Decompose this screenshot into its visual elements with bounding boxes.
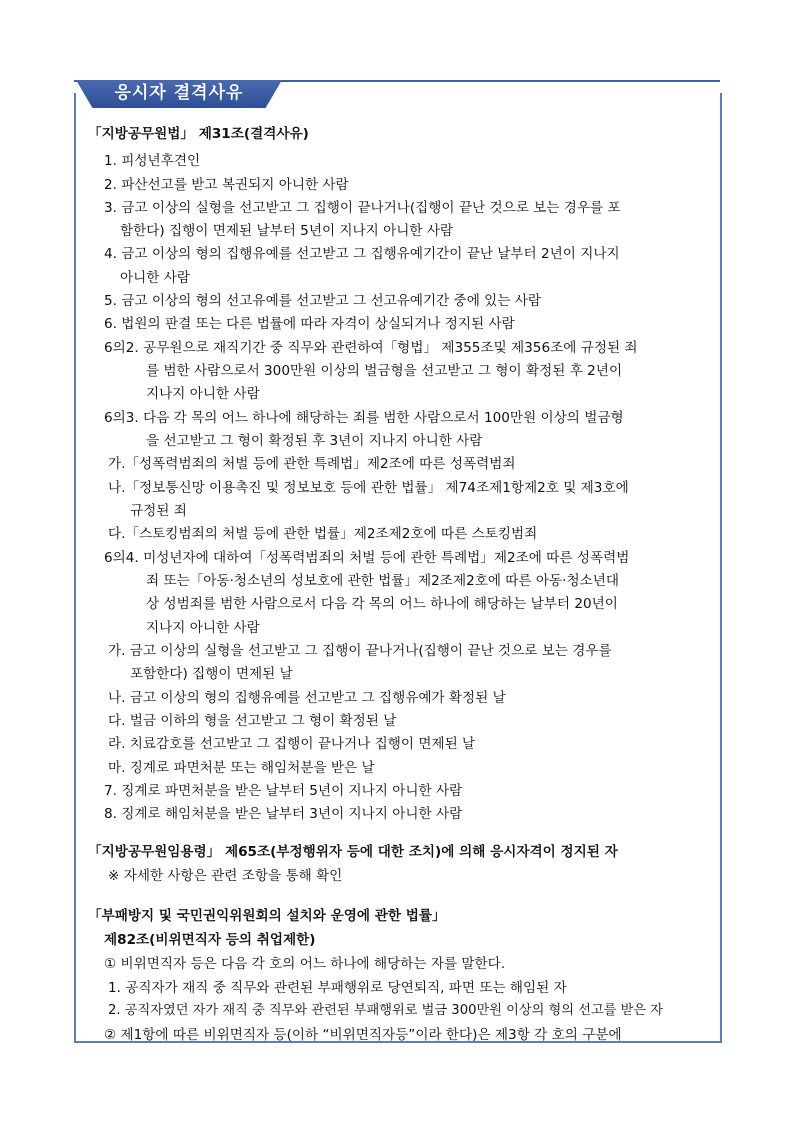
article-title: 제82조(비위면직자 등의 취업제한) [104, 932, 316, 948]
note: ※ 자세한 사항은 관련 조항을 통해 확인 [108, 868, 343, 884]
list-item: 6의4. 미성년자에 대하여「성폭력범죄의 처벌 등에 관한 특례법」제2조에 따른 성폭력범 [104, 550, 630, 566]
sub-item: 라. 치료감호를 선고받고 그 집행이 끝나거나 집행이 면제된 날 [108, 736, 476, 752]
list-item-continuation: 상 성범죄를 범한 사람으로서 다음 각 목의 어느 하나에 해당하는 날부터 20년이 [146, 596, 618, 612]
list-item: 8. 징계로 해임처분을 받은 날부터 3년이 지나지 아니한 사람 [104, 806, 463, 822]
list-item-continuation: 지나지 아니한 사람 [146, 386, 260, 402]
law-title-appointment-decree: 「지방공무원임용령」 제65조(부정행위자 등에 대한 조치)에 의해 응시자격이 정지된 자 [88, 844, 618, 860]
list-item-continuation: 을 선고받고 그 형이 확정된 후 3년이 지나지 아니한 사람 [146, 433, 483, 449]
sub-item: 나.「정보통신망 이용촉진 및 정보보호 등에 관한 법률」 제74조제1항제2호 및 제3호에 [108, 480, 629, 496]
sub-item: 마. 징계로 파면처분 또는 해임처분을 받은 날 [108, 760, 375, 776]
list-item: 2. 공직자였던 자가 재직 중 직무와 관련된 부패행위로 벌금 300만원 이상의 형의 선고를 받은 자 [108, 1003, 664, 1018]
sub-item: 다. 벌금 이하의 형을 선고받고 그 형이 확정된 날 [108, 713, 397, 729]
law-title-anti-corruption-act: 「부패방지 및 국민권익위원회의 설치와 운영에 관한 법률」 [88, 908, 446, 924]
list-item: 1. 피성년후견인 [104, 153, 201, 169]
page-title: 응시자 결격사유 [114, 83, 244, 103]
sub-item: 다.「스토킹범죄의 처벌 등에 관한 법률」제2조제2호에 따른 스토킹범죄 [108, 526, 538, 542]
list-item: 6. 법원의 판결 또는 다른 법률에 따라 자격이 상실되거나 정지된 사람 [104, 316, 515, 332]
sub-item-continuation: 포함한다) 집행이 면제된 날 [130, 666, 293, 682]
list-item: 6의3. 다음 각 목의 어느 하나에 해당하는 죄를 범한 사람으로서 100만원 이상의 벌금형 [104, 410, 624, 426]
list-item: ① 비위면직자 등은 다음 각 호의 어느 하나에 해당하는 자를 말한다. [104, 956, 506, 972]
sub-item: 가. 금고 이상의 실형을 선고받고 그 집행이 끝나거나(집행이 끝난 것으로 보는 경우를 [108, 643, 612, 659]
list-item: 3. 금고 이상의 실형을 선고받고 그 집행이 끝나거나(집행이 끝난 것으로 보는 경우를 포 [104, 200, 621, 216]
sub-item: 나. 금고 이상의 형의 집행유예를 선고받고 그 집행유예가 확정된 날 [108, 690, 506, 706]
list-item: 4. 금고 이상의 형의 집행유예를 선고받고 그 집행유예기간이 끝난 날부터 2년이 지나지 [104, 246, 620, 262]
list-item: 2. 파산선고를 받고 복권되지 아니한 사람 [104, 177, 349, 193]
list-item: 1. 공직자가 재직 중 직무와 관련된 부패행위로 당연퇴직, 파면 또는 해임된 자 [108, 980, 567, 996]
list-item: 6의2. 공무원으로 재직기간 중 직무와 관련하여「형법」 제355조및 제356조에 규정된 죄 [104, 340, 638, 356]
list-item: 7. 징계로 파면처분을 받은 날부터 5년이 지나지 아니한 사람 [104, 783, 463, 799]
list-item-continuation: 죄 또는「아동·청소년의 성보호에 관한 법률」제2조제2호에 따른 아동·청소년대 [146, 573, 619, 589]
sub-item-continuation: 규정된 죄 [130, 503, 187, 519]
list-item-continuation: 를 범한 사람으로서 300만원 이상의 벌금형을 선고받고 그 형이 확정된 후 2년이 [146, 363, 623, 379]
list-item-continuation: 지나지 아니한 사람 [146, 620, 260, 636]
list-item: 5. 금고 이상의 형의 선고유예를 선고받고 그 선고유예기간 중에 있는 사람 [104, 293, 541, 309]
sub-item: 가.「성폭력범죄의 처벌 등에 관한 특례법」제2조에 따른 성폭력범죄 [108, 456, 516, 472]
law-title-local-public-officials-act: 「지방공무원법」 제31조(결격사유) [88, 126, 309, 142]
list-item-continuation: 아니한 사람 [120, 270, 190, 286]
list-item-continuation: 함한다) 집행이 면제된 날부터 5년이 지나지 아니한 사람 [120, 223, 454, 239]
list-item: ② 제1항에 따른 비위면직자 등(이하 “비위면직자등”이라 한다)은 제3항 각 호의 구분에 [104, 1027, 622, 1043]
